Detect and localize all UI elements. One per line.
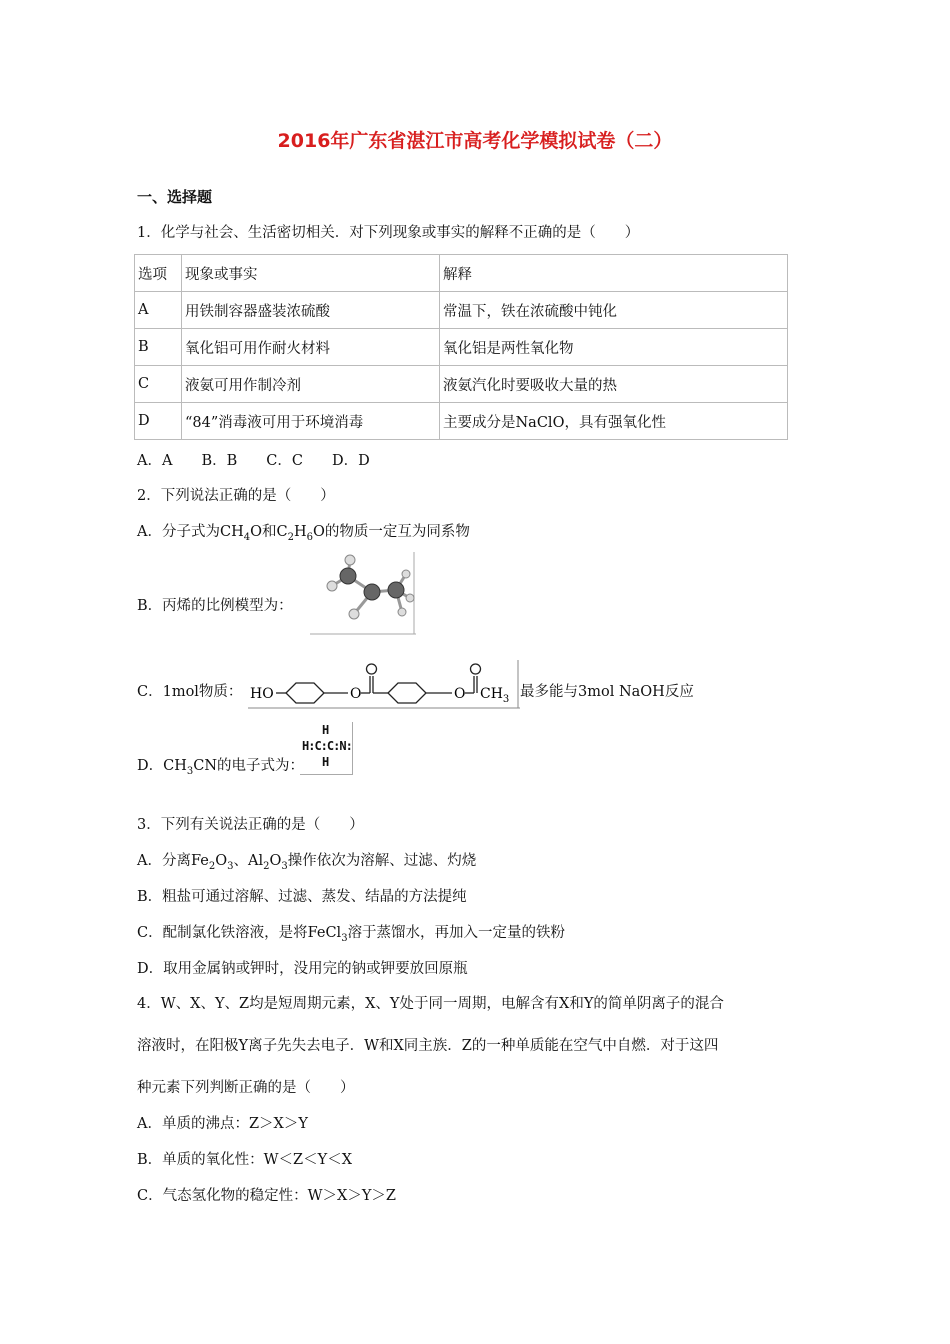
q1-stem: 1．化学与社会、生活密切相关．对下列现象或事实的解释不正确的是（ ）	[137, 225, 640, 241]
page-title: 2016年广东省湛江市高考化学模拟试卷（二）	[277, 130, 673, 152]
table-row	[135, 329, 788, 366]
table-cell: 氧化铝是两性氧化物	[440, 329, 788, 366]
ho-label: HO	[250, 686, 274, 702]
propylene-model-figure	[310, 552, 416, 636]
table-row	[135, 366, 788, 403]
methyl-label: $CH_3$	[480, 686, 510, 705]
q4-option-b: B．单质的氧化性：W＜Z＜Y＜X	[137, 1152, 353, 1168]
table-cell: “84”消毒液可用于环境消毒	[182, 403, 440, 440]
table-cell: C	[135, 366, 182, 403]
section-heading: 一、选择题	[137, 188, 213, 206]
table-cell: 主要成分是NaClO，具有强氧化性	[440, 403, 788, 440]
q1-options: A．A B．B C．C D．D	[137, 453, 370, 469]
table-row	[135, 292, 788, 329]
table-cell: B	[135, 329, 182, 366]
ester-oxygen-label: O	[350, 686, 362, 702]
ester-structure-figure	[248, 660, 520, 710]
table-header-row	[135, 255, 788, 292]
q4-option-a: A．单质的沸点：Z＞X＞Y	[137, 1116, 308, 1132]
q2-option-b: B．丙烯的比例模型为：	[137, 598, 293, 614]
table-cell: D	[135, 403, 182, 440]
table-cell: 液氨可用作制冷剂	[182, 366, 440, 403]
q3-option-d: D．取用金属钠或钾时，没用完的钠或钾要放回原瓶	[137, 961, 468, 977]
q3-option-b: B．粗盐可通过溶解、过滤、蒸发、结晶的方法提纯	[137, 889, 467, 905]
table-cell: A	[135, 292, 182, 329]
q2-option-d: D．$CH_3CN$的电子式为：	[137, 758, 305, 777]
q3-option-c: C．配制氯化铁溶液，是将FeCl$_3$溶于蒸馏水，再加入一定量的铁粉	[137, 925, 566, 944]
q3-option-a: A．分离$Fe_2O_3$、$Al_2O_3$操作依次为溶解、过滤、灼烧	[137, 853, 477, 872]
q1-table	[134, 254, 788, 440]
table-cell: 用铁制容器盛装浓硫酸	[182, 292, 440, 329]
q2-stem: 2．下列说法正确的是（ ）	[137, 488, 335, 504]
q4-stem-line-2: 溶液时，在阳极Y离子先失去电子．W和X同主族．Z的一种单质能在空气中自燃．对于这四	[137, 1038, 719, 1054]
acetate-oxygen-label: O	[454, 686, 466, 702]
table-cell: 液氨汽化时要吸收大量的热	[440, 366, 788, 403]
q4-stem-line-3: 种元素下列判断正确的是（ ）	[137, 1080, 355, 1096]
table-cell: 常温下，铁在浓硫酸中钝化	[440, 292, 788, 329]
q4-option-c: C．气态氢化物的稳定性：W＞X＞Y＞Z	[137, 1188, 396, 1204]
q2-option-c-suffix: 最多能与3mol NaOH反应	[520, 684, 694, 700]
table-header-cell: 选项	[135, 255, 182, 292]
table-header-cell: 解释	[440, 255, 788, 292]
q2-option-c-prefix: C．1mol物质：	[137, 684, 243, 700]
q4-stem-line-1: 4．W、X、Y、Z均是短周期元素，X、Y处于同一周期，电解含有X和Y的简单阴离子的混合	[137, 996, 724, 1012]
q3-stem: 3．下列有关说法正确的是（ ）	[137, 817, 364, 833]
table-header-cell: 现象或事实	[182, 255, 440, 292]
table-cell: 氧化铝可用作耐火材料	[182, 329, 440, 366]
q2-option-a: A．分子式为$CH_4O$和$C_2H_6O$的物质一定互为同系物	[137, 524, 470, 543]
electron-formula-figure: H H:C:C:N: H	[300, 722, 353, 775]
table-row	[135, 403, 788, 440]
